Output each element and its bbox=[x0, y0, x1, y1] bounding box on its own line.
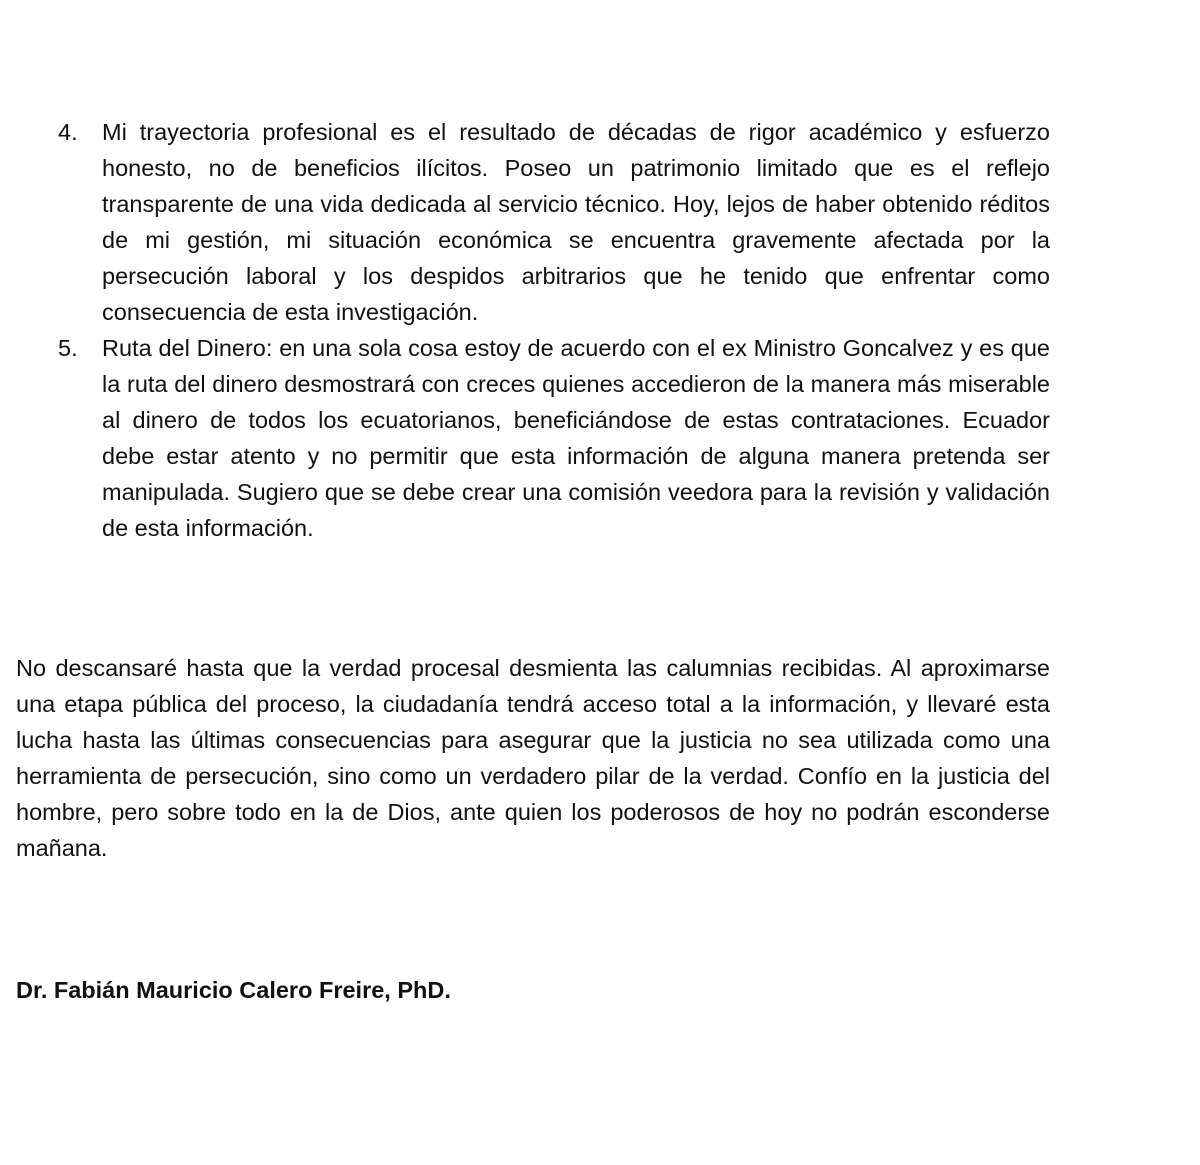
list-item bbox=[58, 114, 1050, 330]
signature: Dr. Fabián Mauricio Calero Freire, PhD. bbox=[16, 977, 451, 1003]
closing-paragraph: No descansaré hasta que la verdad procesal desmienta las calumnias recibidas. Al aproximarse una etapa pública del proceso, la ciudadanía tendrá acceso total a la información, y llevaré esta lucha hasta las últimas consecuencias para asegurar que la justicia no sea utilizada como una herramienta de persecución, sino como un verdadero pilar de la verdad. Confío en la justicia del hombre, pero sobre todo en la de Dios, ante quien los poderosos de hoy no podrán esconderse mañana. bbox=[16, 655, 1050, 861]
list-item-number: 5. bbox=[58, 335, 78, 361]
list-item-text: Mi trayectoria profesional es el resultado de décadas de rigor académico y esfuerzo honesto, no de beneficios ilícitos. Poseo un patrimonio limitado que es el reflejo transparente de una vida dedicada al servicio técnico. Hoy, lejos de haber obtenido réditos de mi gestión, mi situación económica se encuentra gravemente afectada por la persecución laboral y los despidos arbitrarios que he tenido que enfrentar como consecuencia de esta investigación. bbox=[102, 119, 1050, 325]
list-item-text: Ruta del Dinero: en una sola cosa estoy de acuerdo con el ex Ministro Goncalvez y es que la ruta del dinero desmostrará con creces quienes accedieron de la manera más miserable al dinero de todos los ecuatorianos, beneficiándose de estas contrataciones. Ecuador debe estar atento y no permitir que esta información de alguna manera pretenda ser manipulada. Sugiero que se debe crear una comisión veedora para la revisión y validación de esta información. bbox=[102, 335, 1050, 541]
list-item-number: 4. bbox=[58, 119, 78, 145]
numbered-list bbox=[58, 114, 1050, 546]
list-item bbox=[58, 330, 1050, 546]
